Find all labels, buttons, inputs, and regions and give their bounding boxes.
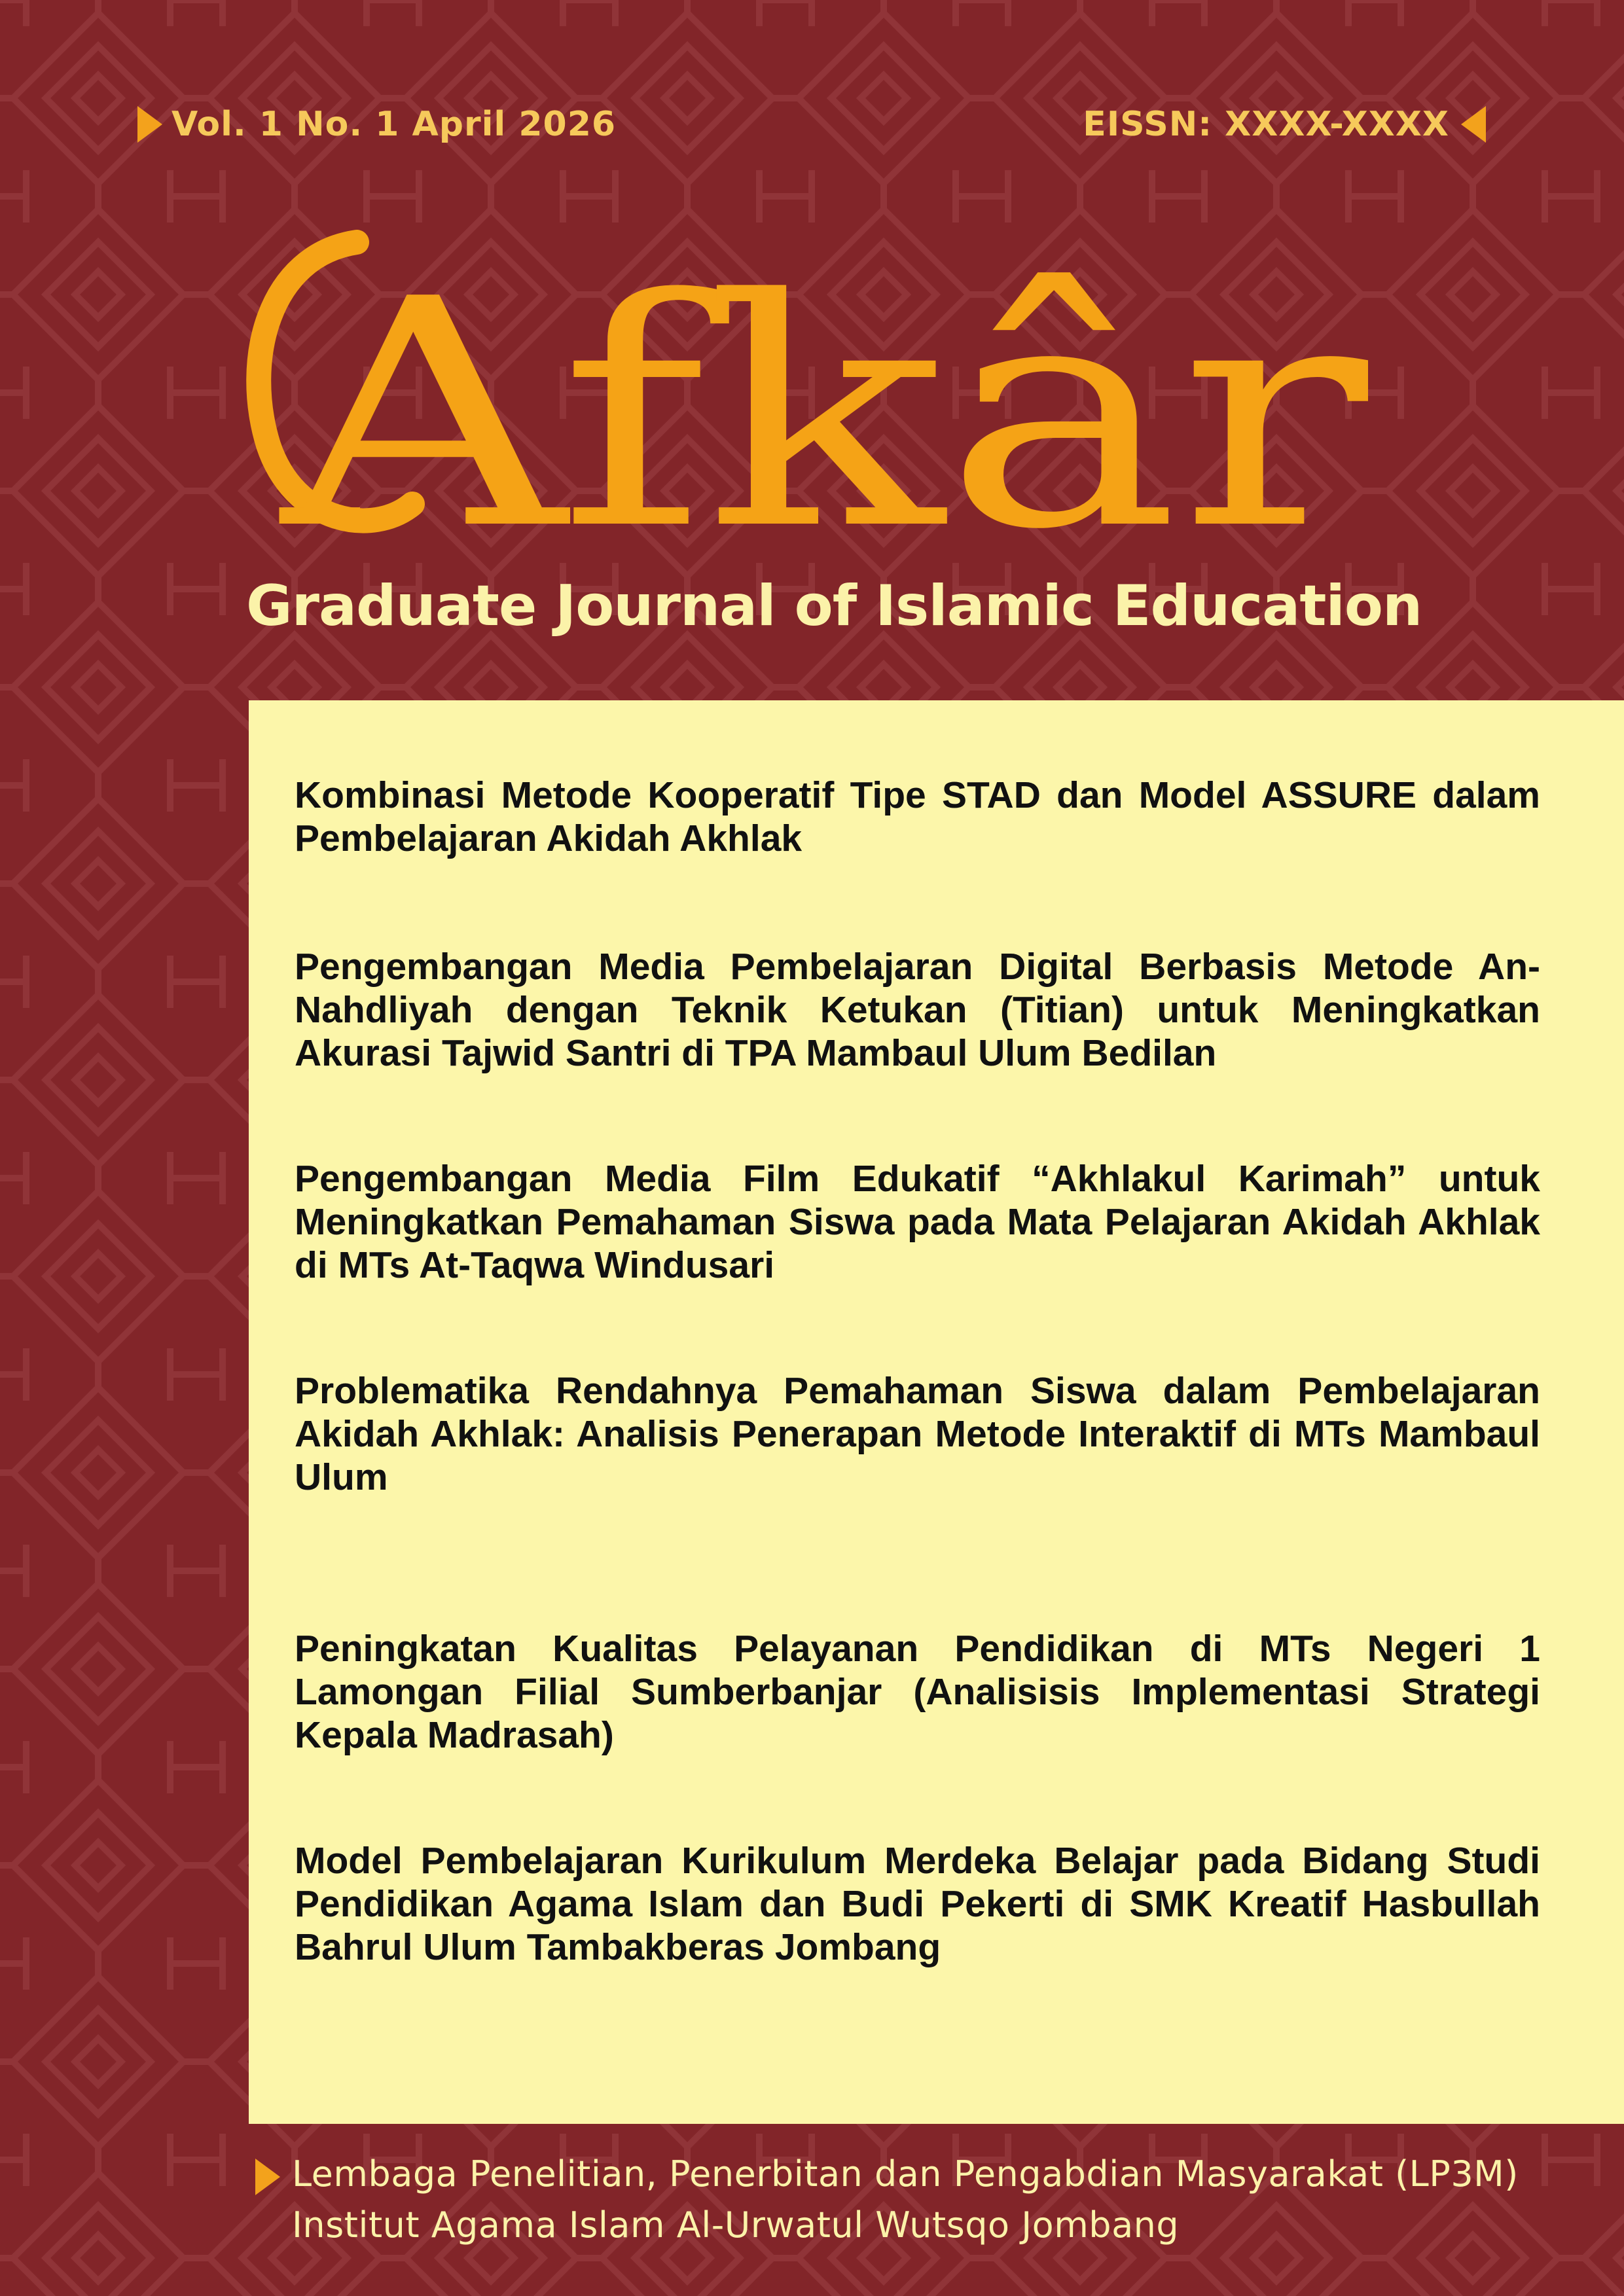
article-title: Kombinasi Metode Kooperatif Tipe STAD dan Model ASSURE dalam Pembelajaran Akidah Akhlak <box>295 774 1540 859</box>
eissn-label: EISSN: XXXX-XXXX <box>1083 105 1449 144</box>
issue-info-bar <box>137 105 1486 157</box>
article-title: Pengembangan Media Pembelajaran Digital Berbasis Metode An-Nahdliyah dengan Teknik Ketukan (Titian) untuk Meningkatkan Akurasi Tajwid Santri di TPA Mambaul Ulum Bedilan <box>295 946 1540 1074</box>
article-title: Peningkatan Kualitas Pelayanan Pendidikan di MTs Negeri 1 Lamongan Filial Sumberbanjar (Analisisis Implementasi Strategi Kepala Madrasah) <box>295 1628 1540 1756</box>
article-title: Problematika Rendahnya Pemahaman Siswa dalam Pembelajaran Akidah Akhlak: Analisis Penerapan Metode Interaktif di MTs Mambaul Ulum <box>295 1370 1540 1498</box>
article-title: Pengembangan Media Film Edukatif “Akhlakul Karimah” untuk Meningkatkan Pemahaman Siswa pada Mata Pelajaran Akidah Akhlak di MTs At-Taqwa Windusari <box>295 1158 1540 1286</box>
journal-subtitle: Graduate Journal of Islamic Education <box>246 573 1422 639</box>
issue-label: Vol. 1 No. 1 April 2026 <box>171 105 617 144</box>
institution-line: Institut Agama Islam Al-Urwatul Wutsqo Jombang <box>292 2204 1180 2246</box>
journal-masthead <box>242 196 1420 589</box>
journal-logo <box>242 196 1420 563</box>
triangle-right-icon <box>255 2159 280 2195</box>
eissn-info <box>1083 105 1486 144</box>
table-of-contents-panel <box>249 700 1624 2124</box>
publisher-line: Lembaga Penelitian, Penerbitan dan Pengabdian Masyarakat (LP3M) <box>292 2153 1519 2195</box>
article-title: Model Pembelajaran Kurikulum Merdeka Belajar pada Bidang Studi Pendidikan Agama Islam dan Budi Pekerti di SMK Kreatif Hasbullah Bahrul Ulum Tambakberas Jombang <box>295 1840 1540 1968</box>
logo-title: Afkâr <box>275 232 1371 563</box>
triangle-left-icon <box>1461 106 1486 143</box>
issue-info <box>137 105 616 144</box>
triangle-right-icon <box>137 106 162 143</box>
